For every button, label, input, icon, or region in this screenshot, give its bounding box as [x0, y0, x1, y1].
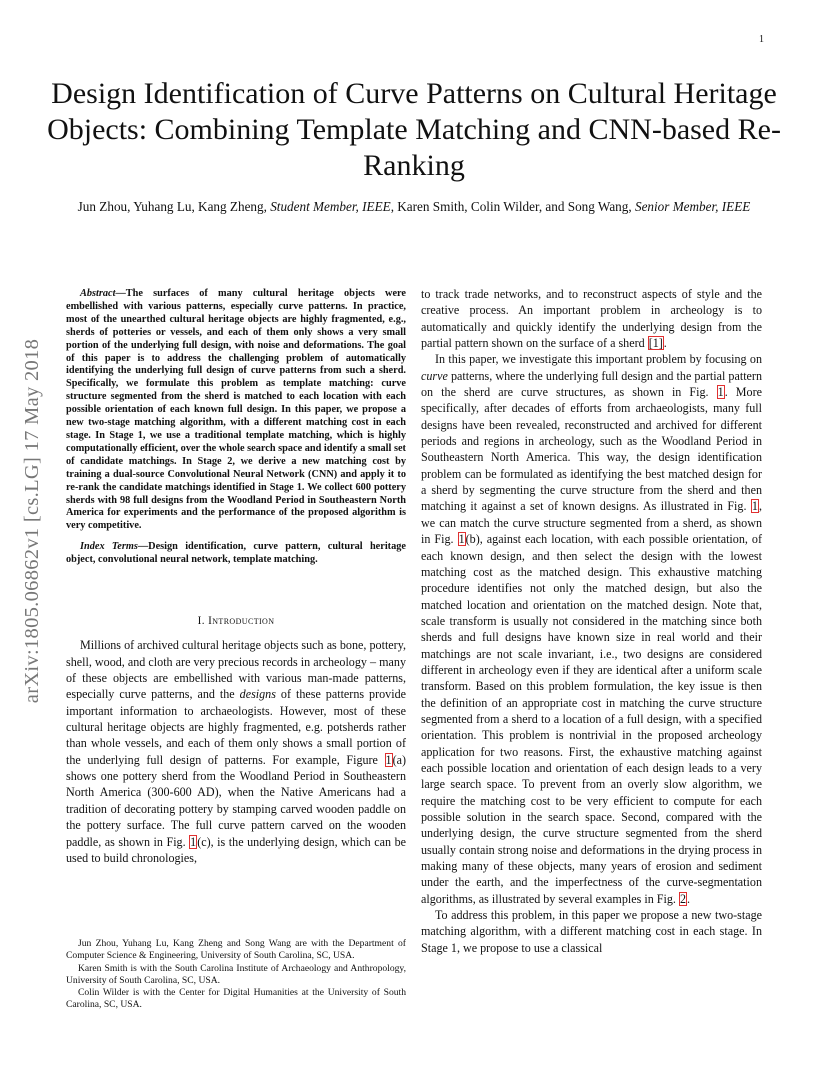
figure-ref-link[interactable]: 1 [751, 499, 758, 514]
abstract [66, 288, 406, 533]
section-title: Introduction [208, 615, 275, 628]
text-run: , we can match the curve structure segmented from a sherd, as shown in Fig. [421, 499, 762, 547]
emphasis: curve [421, 368, 448, 383]
footnote-1: Jun Zhou, Yuhang Lu, Kang Zheng and Song Wang are with the Department of Computer Science & Engineering, University of South Carolina, SC, USA. [66, 938, 406, 962]
paper-title: Design Identification of Curve Patterns on Cultural Heritage Objects: Combining Template Matching and CNN-based Re-Ranking [47, 77, 781, 182]
page-number: 1 [759, 34, 764, 45]
intro-paragraph-1 [66, 637, 406, 866]
citation-link[interactable]: [1] [648, 336, 663, 351]
text-run: (b), against each location, with each possible orientation, of each known design, and then select the design with the lowest matching cost as the matched design. This exhaustive matching procedure identifies not only the matched design, but also the matched location and orientation on the matched design. Note that, scale transform is usually not considered in the matching since both sherds and full designs have known size in real world and their matchings are not scale invariant, i.e., two designs are considered different in archeology even if they are identical after a uniform scale transform. Based on this problem formulation, the key issue is then the definition of an appropriate cost in matching the curve structure segmented from a sherd to a location of a full design, with a specified orientation. This problem is nontrivial in the proposed archeology application for two reasons. First, the exhaustive matching against each possible location and orientation of each design leads to a very large search space. To prevent from an overly slow algorithm, we require the matching cost to be very efficient to compute for each possible solution in the search space. Second, compared with the underlying design, the curve structure segmented from the sherd usually contain strong noise and deformations in the drying process in making many of these objects, many years of erosion and sediment under the earth, and the imperfectness of the curve-segmentation algorithms, as illustrated by several examples in Fig. [421, 532, 762, 906]
figure-ref-link[interactable]: 1 [717, 385, 724, 400]
abstract-label: Abstract [80, 288, 116, 299]
text-run: . [663, 336, 667, 351]
right-column [421, 286, 762, 956]
index-terms-label: Index Terms [80, 541, 138, 553]
text-run: to track trade networks, and to reconstruct aspects of style and the creative process. An important problem in archeology is to automatically and quickly identify the underlying design from the partial pattern shown on the surface of a sherd [421, 287, 762, 351]
author-role-1: Student Member, IEEE [270, 199, 391, 214]
emphasis: designs [239, 687, 276, 702]
author-list [60, 197, 768, 216]
footnotes [66, 938, 406, 1012]
arxiv-watermark: arXiv:1805.06862v1 [cs.LG] 17 May 2018 [21, 338, 43, 704]
text-run: of these patterns provide important information to archaeologists. However, most of these cultural heritage objects are highly fragmented, e.g. potsherds rather than whole vessels, and each of them only shows a small portion of the underlying full design of patterns. For example, Figure [66, 687, 406, 767]
left-column [66, 288, 406, 866]
authors-part2: , Karen Smith, Colin Wilder, and Song Wang, [390, 199, 635, 214]
author-role-2: Senior Member, IEEE [634, 199, 751, 214]
index-terms-text: —Design identification, curve pattern, cultural heritage object, convolutional neural network, template matching. [66, 541, 406, 566]
text-run: Millions of archived cultural heritage objects such as bone, pottery, shell, wood, and cloth are very precious records in archeology – many of these objects are embellished with various man-made patterns, especially curve patterns, and the [66, 638, 406, 702]
text-run: In this paper, we investigate this important problem by focusing on [435, 352, 762, 367]
index-terms [66, 541, 406, 567]
right-paragraph-1 [421, 351, 762, 907]
text-run: (c), is the underlying design, which can be used to build chronologies, [66, 834, 406, 865]
section-heading [66, 613, 406, 629]
figure-ref-link[interactable]: 1 [458, 532, 465, 547]
text-run: . More specifically, after decades of efforts from archaeologists, many full designs have been revealed, reconstructed and archived for different periods and regions in archeology, such as the Woodland Period in Southeastern North America. This way, the design identification problem can be formulated as identifying the best matched design for a sherd by segmenting the curve structure from the sherd and then matching it against a set of known designs. As illustrated in Fig. [421, 385, 762, 514]
text-run: (a) shows one pottery sherd from the Woodland Period in Southeastern North America (300-600 AD), when the Native Americans had a tradition of decorating pottery by stamping carved wooden paddle on the pottery surface. The full curve pattern carved on the wooden paddle, as shown in Fig. [66, 752, 406, 849]
section-number: I. [197, 615, 209, 628]
figure-ref-link[interactable]: 1 [190, 834, 197, 849]
right-paragraph-2: To address this problem, in this paper we propose a new two-stage matching algorithm, with a different matching cost in each stage. In Stage 1, we propose to use a classical [421, 908, 762, 955]
footnote-2: Karen Smith is with the South Carolina Institute of Archaeology and Anthropology, University of South Carolina, SC, USA. [66, 962, 406, 986]
right-paragraph-0 [421, 286, 762, 351]
footnote-3: Colin Wilder is with the Center for Digital Humanities at the University of South Carolina, SC, USA. [66, 987, 406, 1011]
figure-ref-link[interactable]: 2 [679, 891, 686, 906]
text-run: . [687, 891, 691, 906]
text-run: patterns, where the underlying full design and the partial pattern on the sherd are curve structures, as shown in Fig. [421, 368, 762, 400]
figure-ref-link[interactable]: 1 [385, 752, 392, 767]
authors-part1: Jun Zhou, Yuhang Lu, Kang Zheng, [77, 199, 271, 214]
abstract-text: —The surfaces of many cultural heritage objects were embellished with various patterns, especially curve patterns. In practice, most of the unearthed cultural heritage objects are highly fragmented, e.g., sherds of potteries or vessels, and each of them only shows a very small portion of the underlying full design, with noise and deformations. The goal of this paper is to address the challenging problem of automatically identifying the underlying full design of curve patterns from such a sherd. Specifically, we formulate this problem as template matching: curve structure segmented from the sherd is matched to each location with each possible orientation of each known full design. In this paper, we propose a new two-stage matching algorithm, with a different matching cost in each stage. In Stage 1, we use a traditional template matching, which is highly computationally efficient, over the whole search space and identify a small set of candidate matchings. In Stage 2, we derive a new matching cost by training a dual-source Convolutional Neural Network (CNN) and apply it to re-rank the candidate matchings identified in Stage 1. We collect 600 pottery sherds with 98 full designs from the Woodland Period in Southeastern North America for experiments and the performance of the proposed algorithm is very competitive. [66, 288, 406, 532]
